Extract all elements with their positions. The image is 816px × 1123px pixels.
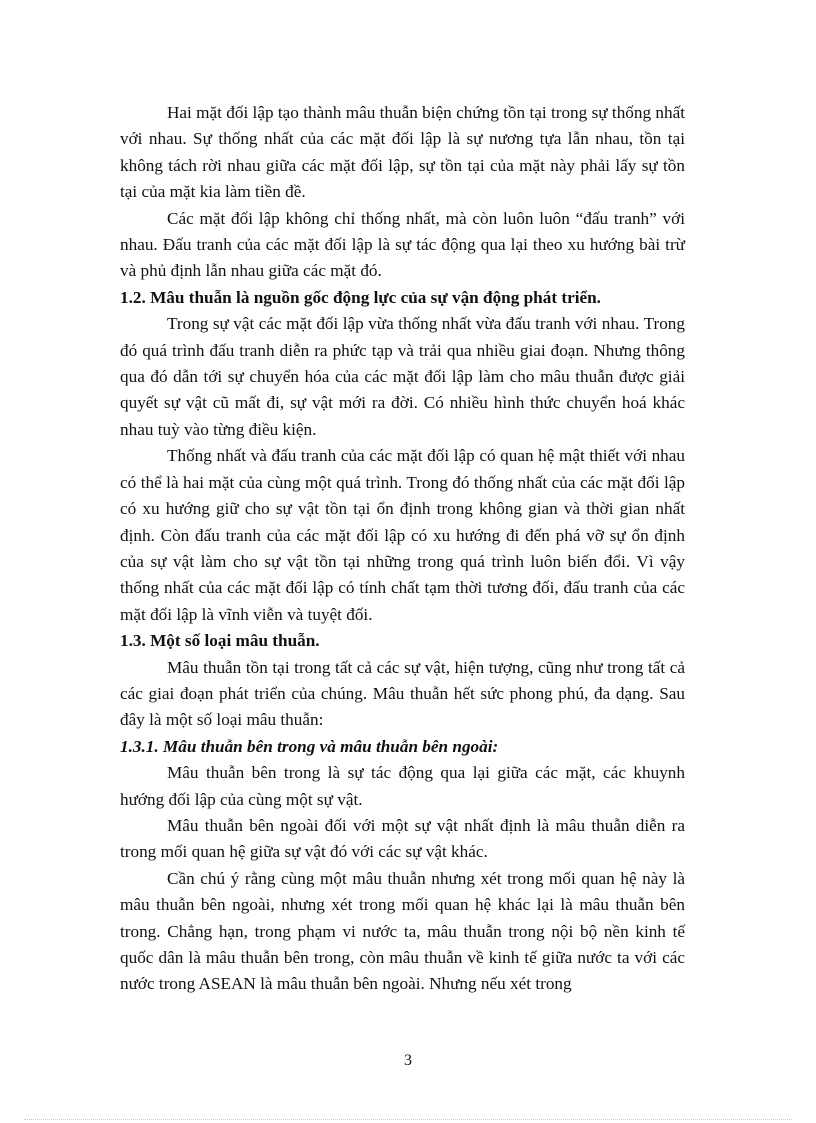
paragraph: Hai mặt đối lập tạo thành mâu thuẫn biện chứng tồn tại trong sự thống nhất với nhau. Sự thống nhất của các mặt đối lập là sự nương tựa lẫn nhau, tồn tại không tách rời nhau giữa các mặt đối lập, sự tồn tại của mặt này phải lấy sự tồn tại của mặt kia làm tiền đề.: [120, 103, 685, 202]
page-bottom-rule: [24, 1119, 792, 1120]
paragraph: Mâu thuẫn tồn tại trong tất cả các sự vật, hiện tượng, cũng như trong tất cả các giai đoạn phát triển của chúng. Mâu thuẫn hết sức phong phú, đa dạng. Sau đây là một số loại mâu thuẫn:: [120, 657, 685, 730]
paragraph: Thống nhất và đấu tranh của các mặt đối lập có quan hệ mật thiết với nhau có thể là hai mặt của cùng một quá trình. Trong đó thống nhất của các mặt đối lập có xu hướng giữ cho sự vật tồn tại ổn định trong không gian và thời gian nhất định. Còn đấu tranh của các mặt đối lập có xu hướng đi đến phá vỡ sự ổn định của sự vật làm cho sự vật tồn tại những trong quá trình luôn biến đổi. Vì vậy thống nhất của các mặt đối lập có tính chất tạm thời tương đối, đấu tranh của các mặt đối lập là vĩnh viễn và tuyệt đối.: [120, 446, 685, 624]
document-body: [120, 100, 685, 998]
paragraph: Mâu thuẫn bên ngoài đối với một sự vật nhất định là mâu thuẫn diễn ra trong mối quan hệ giữa sự vật đó với các sự vật khác.: [120, 815, 685, 862]
subsection-heading: 1.3.1. Mâu thuẫn bên trong và mâu thuẫn bên ngoài:: [120, 736, 499, 756]
section-heading: 1.2. Mâu thuẫn là nguồn gốc động lực của sự vận động phát triển.: [120, 287, 601, 307]
paragraph: Cần chú ý rằng cùng một mâu thuẫn nhưng xét trong mối quan hệ này là mâu thuẫn bên ngoài, nhưng xét trong mối quan hệ khác lại là mâu thuẫn bên trong. Chẳng hạn, trong phạm vi nước ta, mâu thuẫn trong nội bộ nền kinh tế quốc dân là mâu thuẫn bên trong, còn mâu thuẫn về kinh tế giữa nước ta với các nước trong ASEAN là mâu thuẫn bên ngoài. Nhưng nếu xét trong: [120, 868, 685, 994]
page-number: 3: [404, 1052, 412, 1069]
paragraph: Trong sự vật các mặt đối lập vừa thống nhất vừa đấu tranh với nhau. Trong đó quá trình đấu tranh diễn ra phức tạp và trải qua nhiều giai đoạn. Nhưng thông qua đó dẫn tới sự chuyển hóa của các mặt đối lập làm cho mâu thuẫn được giải quyết sự vật cũ mất đi, sự vật mới ra đời. Có nhiều hình thức chuyển hoá khác nhau tuỳ vào từng điều kiện.: [120, 314, 685, 439]
paragraph: Mâu thuẫn bên trong là sự tác động qua lại giữa các mặt, các khuynh hướng đối lập của cùng một sự vật.: [120, 763, 685, 809]
section-heading: 1.3. Một số loại mâu thuẫn.: [120, 631, 320, 651]
paragraph: Các mặt đối lập không chỉ thống nhất, mà còn luôn luôn “đấu tranh” với nhau. Đấu tranh của các mặt đối lập là sự tác động qua lại theo xu hướng bài trừ và phủ định lẫn nhau giữa các mặt đó.: [120, 208, 685, 281]
